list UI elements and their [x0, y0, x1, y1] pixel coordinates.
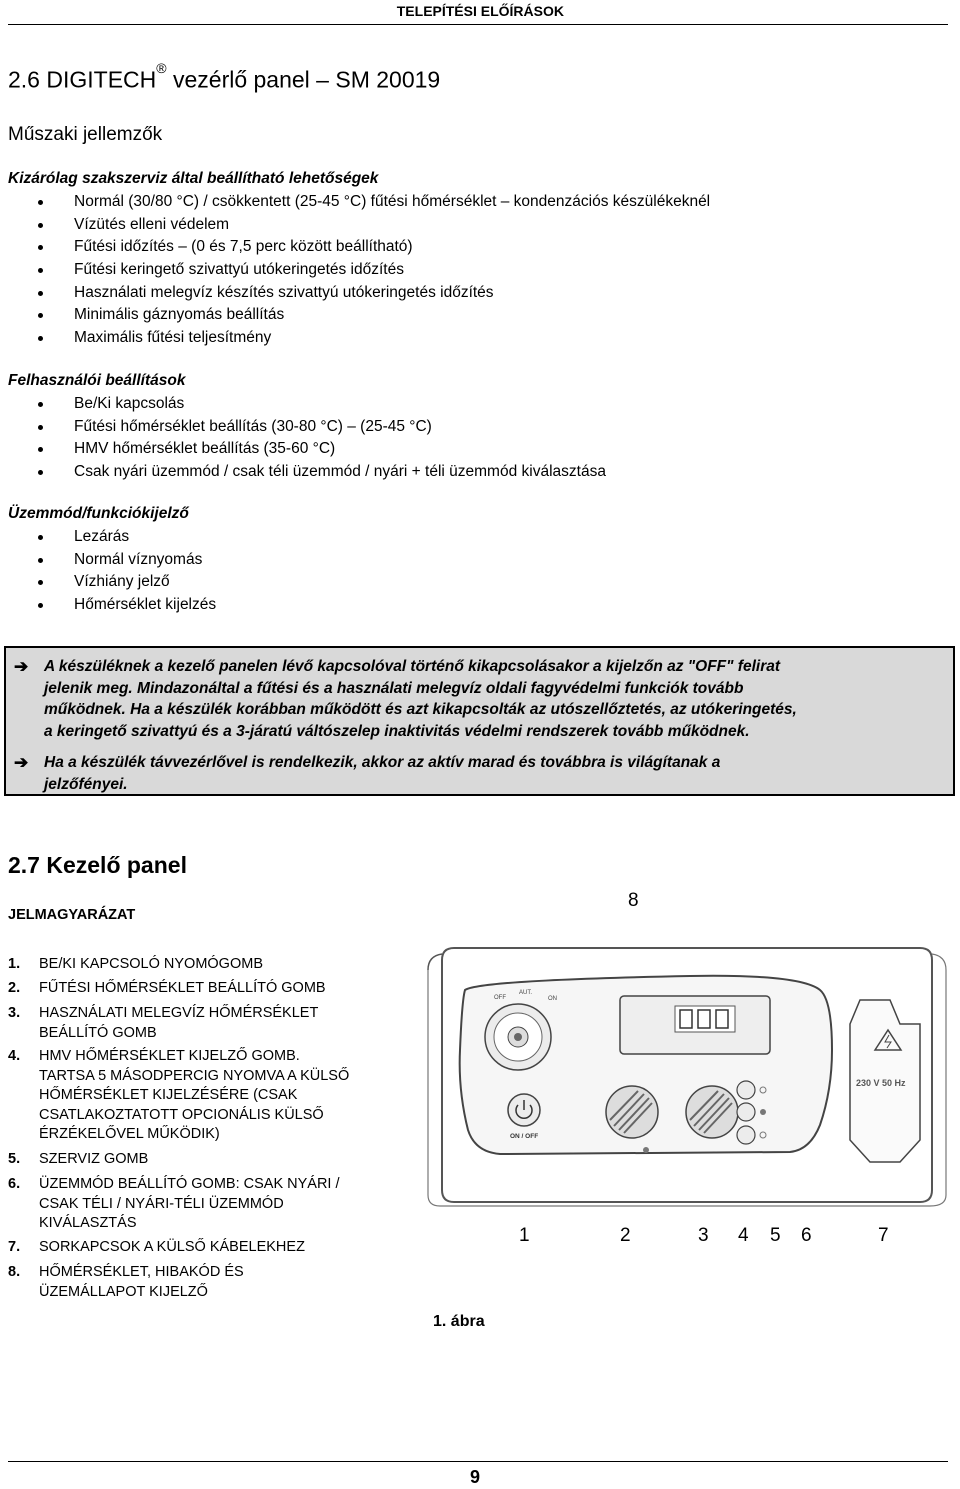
- note-line: A készüléknek a kezelő panelen lévő kapcsolóval történő kikapcsolásakor a kijelzőn az "OFF" felirat: [44, 658, 781, 675]
- on-off-label: ON / OFF: [510, 1133, 539, 1140]
- list-item: Használati melegvíz készítés szivattyú utókeringetés időzítés: [38, 282, 710, 305]
- legend-line: BEÁLLÍTÓ GOMB: [39, 1024, 157, 1041]
- reset-button[interactable]: [737, 1126, 755, 1144]
- list-item: Vízütés elleni védelem: [38, 214, 710, 237]
- legend-line: KIVÁLASZTÁS: [39, 1215, 137, 1231]
- callout-2: 2: [620, 1225, 631, 1246]
- user-settings-heading: Felhasználói beállítások: [8, 372, 186, 389]
- section-title-pre: 2.6 DIGITECH: [8, 66, 157, 93]
- note-line: a keringető szivattyú és a 3-járatú váltószelep inaktivitás védelmi rendszerek tovább működnek.: [44, 722, 750, 740]
- voltage-label: 230 V 50 Hz: [856, 1078, 906, 1088]
- legend-number: 3.: [8, 1005, 21, 1021]
- indicator-led: [760, 1109, 766, 1115]
- callout-8: 8: [628, 890, 639, 911]
- list-item: Fűtési időzítés – (0 és 7,5 perc között beállítható): [38, 236, 710, 259]
- list-item: Be/Ki kapcsolás: [38, 393, 606, 416]
- list-item: Csak nyári üzemmód / csak téli üzemmód / nyári + téli üzemmód kiválasztása: [38, 461, 606, 484]
- list-item: Normál víznyomás: [38, 549, 216, 572]
- list-item: Hőmérséklet kijelzés: [38, 594, 216, 617]
- dhw-temperature-knob[interactable]: [686, 1086, 738, 1138]
- figure-caption: 1. ábra: [433, 1313, 485, 1330]
- header-rule: [8, 24, 948, 25]
- callout-1: 1: [519, 1225, 530, 1246]
- legend-line: ÜZEMÁLLAPOT KIJELZŐ: [39, 1283, 208, 1300]
- service-button[interactable]: [737, 1103, 755, 1121]
- note-line: Ha a készülék távvezérlővel is rendelkezik, akkor az aktív marad és továbbra is világítanak a: [44, 754, 721, 771]
- legend-line: ÜZEMMÓD BEÁLLÍTÓ GOMB: CSAK NYÁRI /: [39, 1176, 340, 1192]
- list-item: Lezárás: [38, 526, 216, 549]
- legend-line: BE/KI KAPCSOLÓ NYOMÓGOMB: [39, 956, 263, 972]
- note-line: működnek. Ha a készülék korábban működött és azt kikapcsolták az utószellőztetés, az utókeringetés,: [44, 701, 797, 718]
- callout-5: 5: [770, 1225, 781, 1246]
- running-header: TELEPÍTÉSI ELŐÍRÁSOK: [396, 3, 564, 19]
- list-item: Normál (30/80 °C) / csökkentett (25-45 °C) fűtési hőmérséklet – kondenzációs készülékeknél: [38, 191, 710, 214]
- registered-mark: ®: [156, 60, 167, 76]
- user-settings-list: [38, 393, 606, 484]
- section-title-post: vezérlő panel – SM 20019: [166, 66, 441, 93]
- legend-line: CSAK TÉLI / NYÁRI-TÉLI ÜZEMMÓD: [39, 1195, 284, 1212]
- legend-line: TARTSA 5 MÁSODPERCIG NYOMVA A KÜLSŐ: [39, 1067, 350, 1084]
- mode-indicator-list: [38, 526, 216, 617]
- section-2-6-title: [8, 60, 441, 94]
- mode-indicator-heading: Üzemmód/funkciókijelző: [8, 505, 189, 522]
- legend-number: 8.: [8, 1264, 21, 1280]
- radiator-icon: [643, 1147, 649, 1153]
- legend-number: 7.: [8, 1239, 21, 1255]
- dhw-display-button[interactable]: [737, 1081, 755, 1099]
- section-2-7-title: 2.7 Kezelő panel: [8, 852, 187, 878]
- note-line: jelzőfényei.: [44, 775, 128, 793]
- list-item: Minimális gáznyomás beállítás: [38, 304, 710, 327]
- off-label: OFF: [494, 995, 506, 1001]
- arrow-icon: ➔: [14, 753, 29, 772]
- callout-6: 6: [801, 1225, 812, 1246]
- legend-line: ÉRZÉKELŐVEL MŰKÖDIK): [39, 1126, 220, 1142]
- legend-line: SORKAPCSOK A KÜLSŐ KÁBELEKHEZ: [39, 1239, 305, 1255]
- legend-line: HŐMÉRSÉKLET, HIBAKÓD ÉS: [39, 1264, 244, 1280]
- service-settings-heading: Kizárólag szakszerviz által beállítható lehetőségek: [8, 170, 379, 187]
- arrow-icon: ➔: [14, 657, 29, 676]
- on-label: ON: [548, 996, 557, 1002]
- legend-line: CSATLAKOZTATOTT OPCIONÁLIS KÜLSŐ: [39, 1106, 324, 1123]
- technical-specs-heading: Műszaki jellemzők: [8, 124, 163, 145]
- aut-label: AUT.: [519, 990, 533, 996]
- callout-7: 7: [878, 1225, 889, 1246]
- legend-number: 2.: [8, 980, 21, 996]
- legend-line: HMV HŐMÉRSÉKLET KIJELZŐ GOMB.: [39, 1048, 300, 1064]
- list-item: HMV hőmérséklet beállítás (35-60 °C): [38, 438, 606, 461]
- legend-number: 5.: [8, 1151, 21, 1167]
- heating-temperature-knob[interactable]: [606, 1086, 658, 1138]
- legend-line: SZERVIZ GOMB: [39, 1151, 149, 1167]
- note-line: jelenik meg. Mindazonáltal a fűtési és a használati melegvíz oldali fagyvédelmi funkciók tovább: [44, 679, 744, 697]
- legend-number: 6.: [8, 1176, 21, 1192]
- list-item: Fűtési keringető szivattyú utókeringetés időzítés: [38, 259, 710, 282]
- list-item: Maximális fűtési teljesítmény: [38, 327, 710, 350]
- mode-selector-pin: [514, 1033, 522, 1041]
- legend-number: 1.: [8, 956, 21, 972]
- page-number: 9: [470, 1467, 481, 1487]
- legend-line: HŐMÉRSÉKLET KIJELZÉSÉRE (CSAK: [39, 1087, 298, 1103]
- note-box: [4, 646, 955, 796]
- footer-rule: [8, 1461, 948, 1462]
- cabinet-edge: [428, 954, 442, 970]
- legend-line: HASZNÁLATI MELEGVÍZ HŐMÉRSÉKLET: [39, 1005, 319, 1021]
- legend-line: FŰTÉSI HŐMÉRSÉKLET BEÁLLÍTÓ GOMB: [39, 980, 326, 996]
- legend-number: 4.: [8, 1048, 21, 1064]
- list-item: Fűtési hőmérséklet beállítás (30-80 °C) – (25-45 °C): [38, 416, 606, 439]
- list-item: Vízhiány jelző: [38, 571, 216, 594]
- service-settings-list: [38, 191, 710, 350]
- callout-4: 4: [738, 1225, 749, 1246]
- callout-3: 3: [698, 1225, 709, 1246]
- legend-heading: JELMAGYARÁZAT: [8, 907, 136, 923]
- control-panel-drawing: [420, 940, 955, 1210]
